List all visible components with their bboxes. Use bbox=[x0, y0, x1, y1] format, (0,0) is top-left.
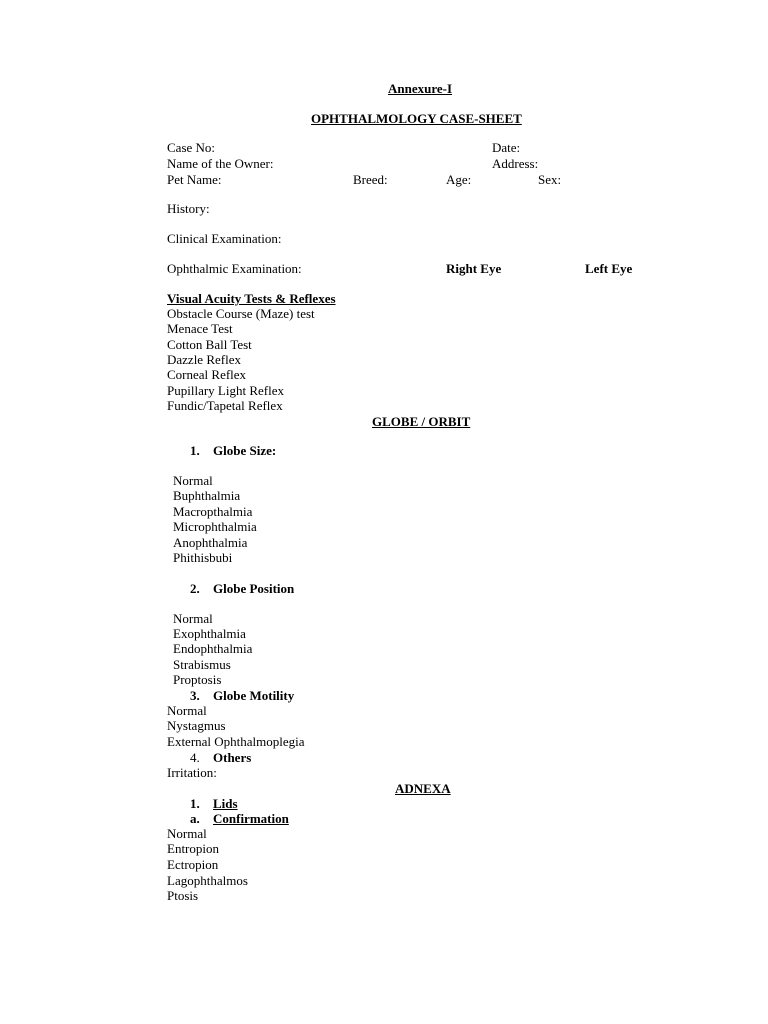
ophthalmic-exam-label: Ophthalmic Examination: bbox=[167, 261, 302, 276]
case-no-label: Case No: bbox=[167, 140, 216, 155]
list-item: Nystagmus bbox=[167, 718, 226, 733]
globe-size-heading: Globe Size: bbox=[213, 443, 277, 458]
address-label: Address: bbox=[492, 156, 539, 171]
right-eye-header: Right Eye bbox=[446, 261, 502, 276]
page-title: OPHTHALMOLOGY CASE-SHEET bbox=[311, 111, 522, 126]
list-item: Menace Test bbox=[167, 321, 233, 336]
adnexa-heading: ADNEXA bbox=[395, 781, 451, 796]
annexure-label: Annexure-I bbox=[388, 81, 453, 96]
date-label: Date: bbox=[492, 140, 521, 155]
list-item: Pupillary Light Reflex bbox=[167, 383, 284, 398]
globe-motility-heading: Globe Motility bbox=[213, 688, 295, 703]
list-item: Dazzle Reflex bbox=[167, 352, 241, 367]
list-item: Normal bbox=[173, 611, 213, 626]
pet-name-label: Pet Name: bbox=[167, 172, 222, 187]
list-item: Strabismus bbox=[173, 657, 231, 672]
age-label: Age: bbox=[446, 172, 472, 187]
globe-position-number: 2. bbox=[190, 581, 200, 596]
list-item: Macropthalmia bbox=[173, 504, 253, 519]
breed-label: Breed: bbox=[353, 172, 388, 187]
confirmation-number: a. bbox=[190, 811, 200, 826]
globe-size-number: 1. bbox=[190, 443, 200, 458]
list-item: Phithisbubi bbox=[173, 550, 233, 565]
visual-acuity-heading: Visual Acuity Tests & Reflexes bbox=[167, 291, 336, 306]
list-item: Fundic/Tapetal Reflex bbox=[167, 398, 283, 413]
globe-motility-number: 3. bbox=[190, 688, 200, 703]
list-item: Microphthalmia bbox=[173, 519, 257, 534]
owner-label: Name of the Owner: bbox=[167, 156, 274, 171]
others-number: 4. bbox=[190, 750, 200, 765]
left-eye-header: Left Eye bbox=[585, 261, 633, 276]
list-item: Corneal Reflex bbox=[167, 367, 247, 382]
list-item: Lagophthalmos bbox=[167, 873, 248, 888]
list-item: Proptosis bbox=[173, 672, 222, 687]
list-item: Normal bbox=[167, 826, 207, 841]
list-item: Ptosis bbox=[167, 888, 199, 903]
clinical-exam-label: Clinical Examination: bbox=[167, 231, 282, 246]
list-item: Normal bbox=[173, 473, 213, 488]
globe-position-heading: Globe Position bbox=[213, 581, 295, 596]
sex-label: Sex: bbox=[538, 172, 562, 187]
others-heading: Others bbox=[213, 750, 252, 765]
lids-heading: Lids bbox=[213, 796, 238, 811]
list-item: Buphthalmia bbox=[173, 488, 241, 503]
list-item: Obstacle Course (Maze) test bbox=[167, 306, 315, 321]
list-item: Irritation: bbox=[167, 765, 217, 780]
list-item: External Ophthalmoplegia bbox=[167, 734, 305, 749]
confirmation-heading: Confirmation bbox=[213, 811, 289, 826]
history-label: History: bbox=[167, 201, 210, 216]
list-item: Anophthalmia bbox=[173, 535, 248, 550]
list-item: Ectropion bbox=[167, 857, 219, 872]
list-item: Cotton Ball Test bbox=[167, 337, 252, 352]
list-item: Endophthalmia bbox=[173, 641, 253, 656]
globe-orbit-heading: GLOBE / ORBIT bbox=[372, 414, 471, 429]
list-item: Entropion bbox=[167, 841, 219, 856]
lids-number: 1. bbox=[190, 796, 200, 811]
list-item: Exophthalmia bbox=[173, 626, 246, 641]
list-item: Normal bbox=[167, 703, 207, 718]
